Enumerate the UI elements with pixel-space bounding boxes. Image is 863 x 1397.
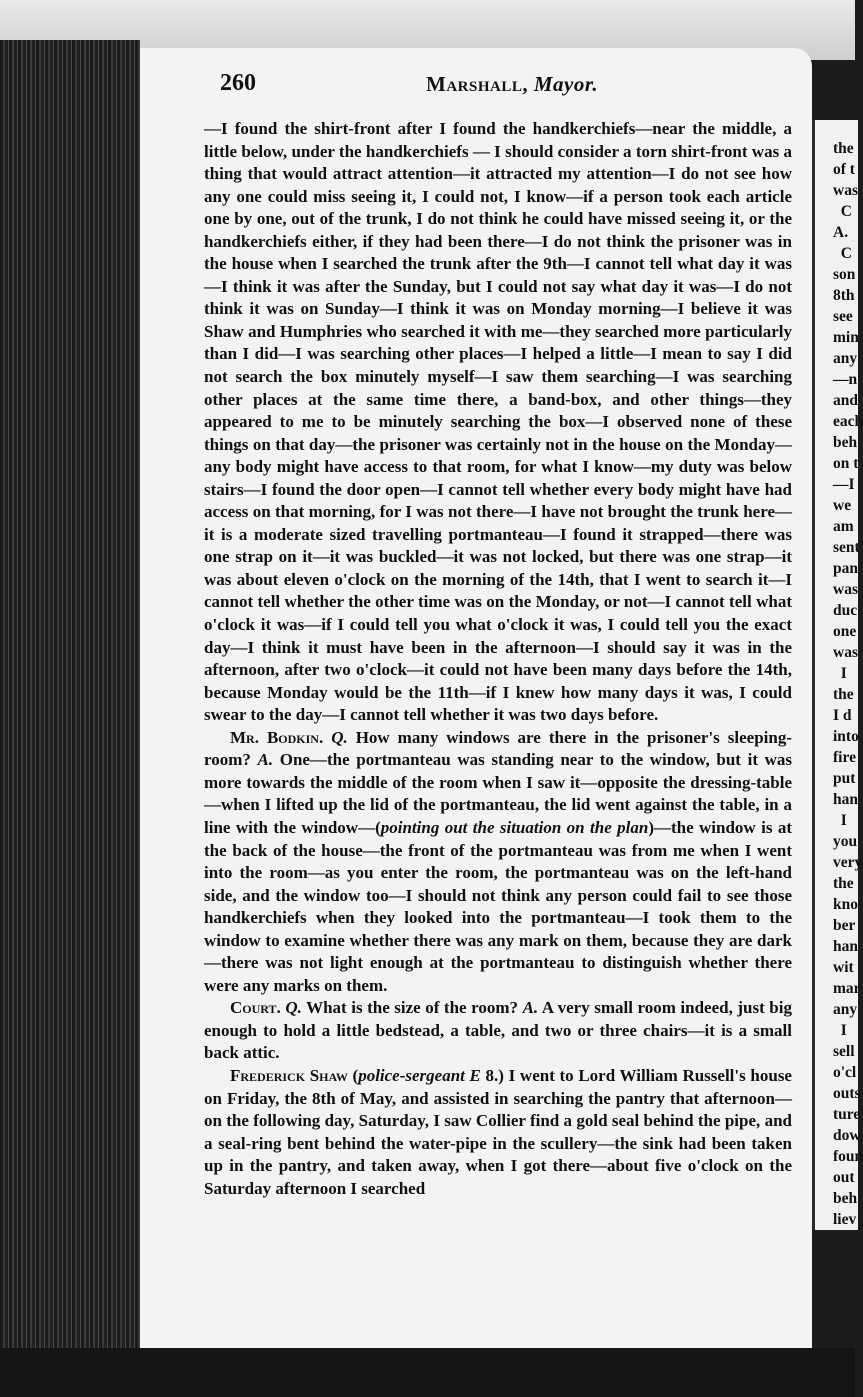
text-run: 8.) I went to Lord William Russell's house on Friday, the 8th of May, and assisted in searching the pantry that afternoon—on the following day, Saturday, I saw Collier find a gold seal behind the pipe, and a seal-ring bent behind the water-pipe in the scullery—the sink had been taken up in the pantry, and taken away, when I got there—about five o'clock on the Saturday afternoon I searched [204,1065,792,1198]
italic-text: police-sergeant E [358,1065,481,1085]
italic-text: Q. [285,998,302,1018]
facing-page-text-fragments: the of t was C A. C son 8th see min any —n and each beh on t —I we am sent pan was duc one was I the I d into fire put han I you very the kno ber han wit mar any I sell o'cl outs ture dow foun out beh liev [833,140,863,1228]
book-binding-edge [0,40,140,1350]
text-run: A very small room indeed, just big enough to hold a little bedstead, a table, and two or three chairs—it is a small back attic. [204,998,792,1063]
facing-page-edge [812,120,863,1230]
running-head [426,72,598,97]
italic-text: Q. [331,727,348,747]
paragraph [204,118,792,727]
speaker-label: Mr. Bodkin. [230,727,324,747]
running-head-name: Marshall, [426,72,529,96]
text-run: ( [347,1065,359,1085]
speaker-label: Court. [230,998,281,1018]
page-header [220,70,780,100]
text-run: What is the size of the room? [301,998,523,1018]
body-text [204,118,792,1200]
text-run: One—the portmanteau was standing near to the window, but it was more towards the middle of the room when I saw it—opposite the dressing-table—when I lifted up the lid of the portmanteau, the lid went against the table, in a line with the window—( [204,750,792,837]
paragraph [204,727,792,998]
paragraph [204,1065,792,1200]
text-run: —I found the shirt-front after I found the handkerchiefs—near the middle, a little below, under the handkerchiefs — I should consider a torn shirt-front was a thing that would attract attention—it attracted my attention—I do not see how any one could miss seeing it, I could not, I know—if a person took each article one by one, out of the trunk, I do not think he could have missed seeing it, or the handkerchiefs either, if they had been there—I do not think the prisoner was in the house when I searched the trunk after the 9th—I cannot tell what day it was—I think it was after the Sunday, but I could not say what day it was—I do not think it was on Sunday—I think it was on Monday morning—I believe it was Shaw and Humphries who searched it with me—they searched more particularly than I did—I was searching other places—I helped a little—I mean to say I did not search the box minutely myself—I saw them searching—I was searching other places at the same time there, a band-box, and other things—they appeared to me to be minutely searching the box—I observed none of these things on that day—the prisoner was certainly not in the house on the Monday—any body might have access to that room, for what I know—my duty was below stairs—I found the door open—I cannot tell whether every body might have had access on that morning, for I was not there—I have not brought the trunk here—it is a moderate sized travelling portmanteau—I found it strapped—there was one strap on it—it was buckled—it was not locked, but there was one strap—it was about eleven o'clock on the morning of the 14th, that I went to search it—I cannot tell whether the other time was on the Monday, or not—I cannot tell what o'clock it was—if I could tell you what o'clock it was, I could tell you the exact day—I think it must have been in the afternoon—I should say it was in the afternoon, after two o'clock—it could not have been many days before the 14th, because Monday would be the 11th—if I knew how many days it was, I could swear to the day—I cannot tell whether it was two days before. [204,119,792,725]
speaker-label: Frederick Shaw [230,1065,348,1085]
paragraph [204,997,792,1065]
text-run: )—the window is at the back of the house—the front of the portmanteau was from me when I went into the room—as you enter the room, the portmanteau was on the left-hand side, and the window too—I should not think any person could fail to see those handkerchiefs when they looked into the portmanteau—I took them to the window to examine whether there was any mark on them, because they are dark—there was not light enough at the portmanteau to distinguish whether there were any marks on them. [204,817,792,995]
text-run [323,728,331,747]
page-number: 260 [220,70,256,96]
italic-text: A. [522,998,539,1018]
bottom-margin [0,1348,855,1397]
text-run: How many windows are there in the prisoner's sleeping-room? [204,727,792,770]
italic-text: A. [257,750,274,770]
running-head-title: Mayor. [533,72,599,96]
italic-text: pointing out the situation on the plan [380,817,649,837]
